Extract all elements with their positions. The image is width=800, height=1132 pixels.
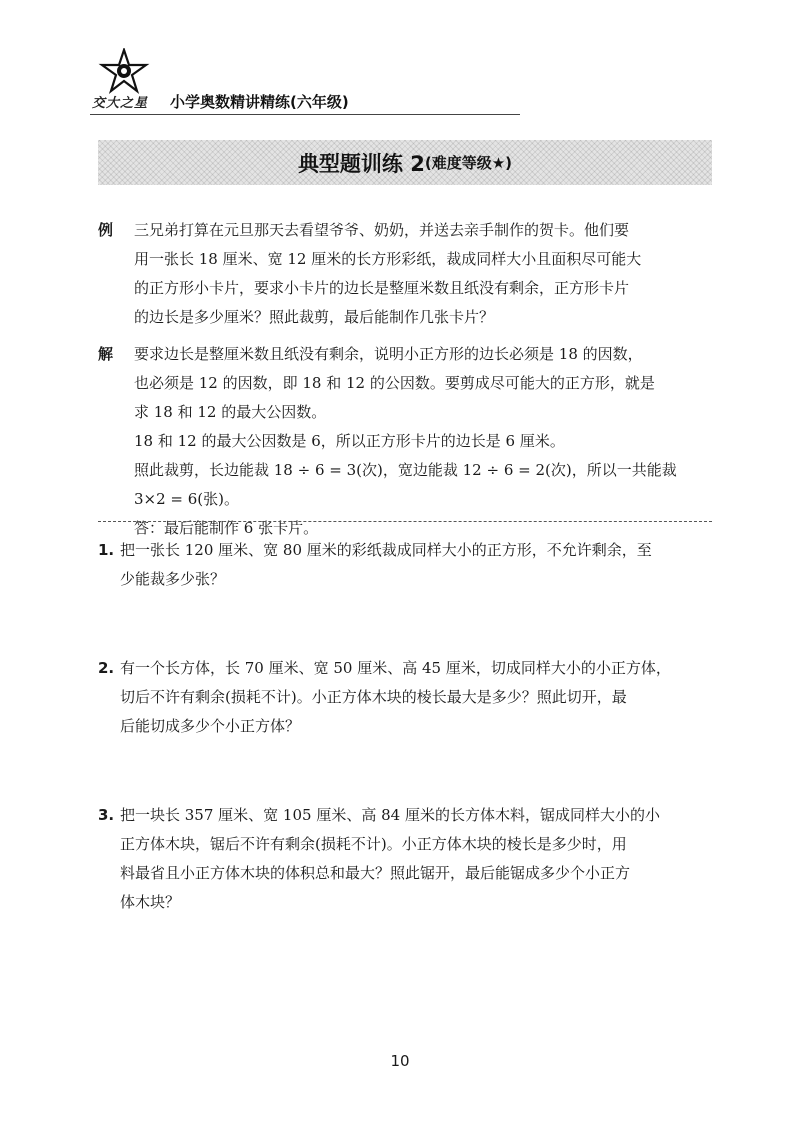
section-title: 典型题训练 2 [297,151,425,176]
problem-number: 3. [98,806,115,824]
problem-number: 2. [98,659,115,677]
solution-line: 也必须是 12 的因数，即 18 和 12 的公因数。要剪成尽可能大的正方形，就是 [134,374,655,392]
example-line: 的边长是多少厘米？照此裁剪，最后能制作几张卡片？ [134,308,495,326]
problem-number: 1. [98,541,115,559]
logo [90,48,162,114]
page-header [90,48,520,118]
problem-line: 少能裁多少张？ [120,570,226,588]
solution-line: 求 18 和 12 的最大公因数。 [134,403,327,421]
problem-line: 后能切成多少个小正方体？ [120,717,301,735]
problem-line: 正方体木块，锯后不许有剩余(损耗不计)。小正方体木块的棱长是多少时，用 [120,835,627,853]
problem-2 [98,654,718,741]
solution-line: 3×2 = 6(张)。 [134,490,240,508]
problem-line: 把一张长 120 厘米、宽 80 厘米的彩纸裁成同样大小的正方形，不允许剩余，至 [120,541,652,559]
solution-line: 照此裁剪，长边能裁 18 ÷ 6 = 3(次)，宽边能裁 12 ÷ 6 = 2(次)，所以一共能裁 [134,461,677,479]
example-line: 用一张长 18 厘米、宽 12 厘米的长方形彩纸，裁成同样大小且面积尽可能大 [134,250,642,268]
solution-block [98,340,718,543]
example-block [98,216,718,332]
example-line: 三兄弟打算在元旦那天去看望爷爷、奶奶，并送去亲手制作的贺卡。他们要 [134,221,630,239]
dashed-divider [98,521,712,522]
difficulty-label: (难度等级★) [424,154,513,172]
page-number: 10 [390,1052,410,1070]
section-banner [98,140,712,185]
solution-line: 18 和 12 的最大公因数是 6，所以正方形卡片的边长是 6 厘米。 [134,432,565,450]
example-line: 的正方形小卡片，要求小卡片的边长是整厘米数且纸没有剩余，正方形卡片 [134,279,630,297]
solution-line: 答：最后能制作 6 张卡片。 [134,519,319,537]
header-divider [90,114,520,115]
problem-line: 切后不许有剩余(损耗不计)。小正方体木块的棱长最大是多少？照此切开，最 [120,688,627,706]
logo-text: 交大之星 [92,96,149,111]
solution-line: 要求边长是整厘米数且纸没有剩余，说明小正方形的边长必须是 18 的因数， [134,345,643,363]
problem-line: 体木块？ [120,893,181,911]
problem-line: 把一块长 357 厘米、宽 105 厘米、高 84 厘米的长方体木料，锯成同样大小的小 [120,806,660,824]
problem-1 [98,536,718,594]
problem-line: 有一个长方体，长 70 厘米、宽 50 厘米、高 45 厘米，切成同样大小的小正方体， [120,659,671,677]
book-title: 小学奥数精讲精练(六年级) [170,93,349,111]
problem-3 [98,801,718,917]
star-logo-icon [96,48,152,94]
solution-tag: 解 [98,345,114,363]
problem-line: 料最省且小正方体木块的体积总和最大？照此锯开，最后能锯成多少个小正方 [120,864,631,882]
example-tag: 例 [98,221,114,239]
